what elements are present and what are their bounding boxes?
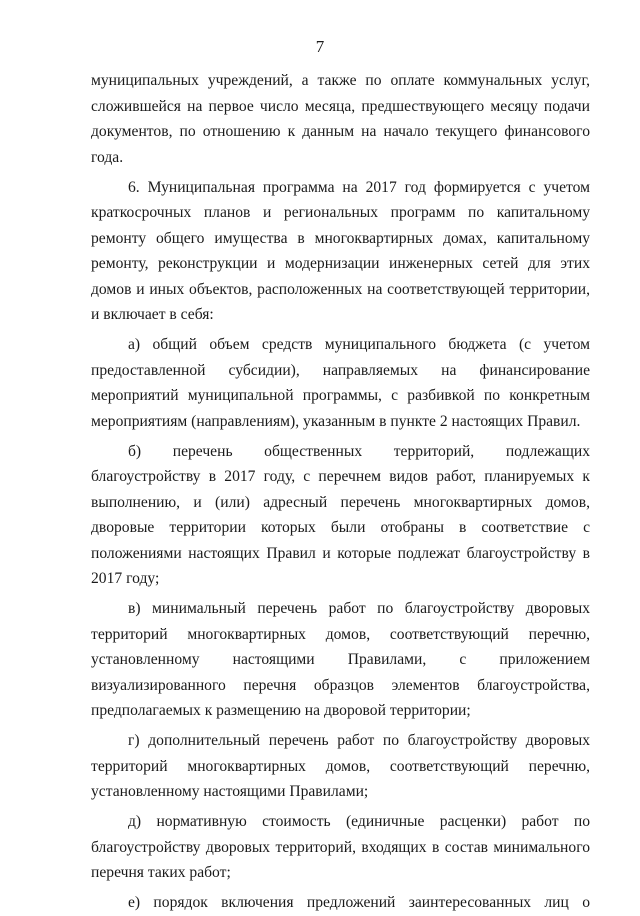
page-number: 7 xyxy=(315,37,325,56)
paragraph-subitem-a: а) общий объем средств муниципального бюджета (с учетом предоставленной субсидии), направляемых на финансирование мероприятий муниципальной программы, с разбивкой по конкретным мероприятиям (направлениям), указанным в пункте 2 настоящих Правил. xyxy=(91,336,590,430)
paragraph-subitem-b: б) перечень общественных территорий, подлежащих благоустройству в 2017 году, с перечнем видов работ, планируемых к выполнению, и (или) адресный перечень многоквартирных домов, дворовые территории которых были отобраны в соответствие с положениями настоящих Правил и которые подлежат благоустройству в 2017 году; xyxy=(91,442,590,587)
paragraph-subitem-e: е) порядок включения предложений заинтересованных лиц о xyxy=(128,894,590,911)
paragraph-item-6: 6. Муниципальная программа на 2017 год формируется с учетом краткосрочных планов и региональных программ по капитальному ремонту общего имущества в многоквартирных домах, капитальному ремонту, реконструкции и модернизации инженерных сетей для этих домов и иных объектов, расположенных на соответствующей территории, и включает в себя: xyxy=(91,178,590,323)
paragraph-subitem-g: г) дополнительный перечень работ по благоустройству дворовых территорий многоквартирных домов, соответствующий перечню, установленному настоящими Правилами; xyxy=(91,732,590,800)
paragraph-subitem-v: в) минимальный перечень работ по благоустройству дворовых территорий многоквартирных домов, соответствующий перечню, установленному настоящими Правилами, с приложением визуализированного перечня образцов элементов благоустройства, предполагаемых к размещению на дворовой территории; xyxy=(91,600,590,719)
paragraph-subitem-d: д) нормативную стоимость (единичные расценки) работ по благоустройству дворовых территорий, входящих в состав минимального перечня таких работ; xyxy=(91,813,590,881)
document-body xyxy=(91,68,590,916)
paragraph-continuation: муниципальных учреждений, а также по оплате коммунальных услуг, сложившейся на первое число месяца, предшествующего месяцу подачи документов, по отношению к данным на начало текущего финансового года. xyxy=(91,72,590,166)
